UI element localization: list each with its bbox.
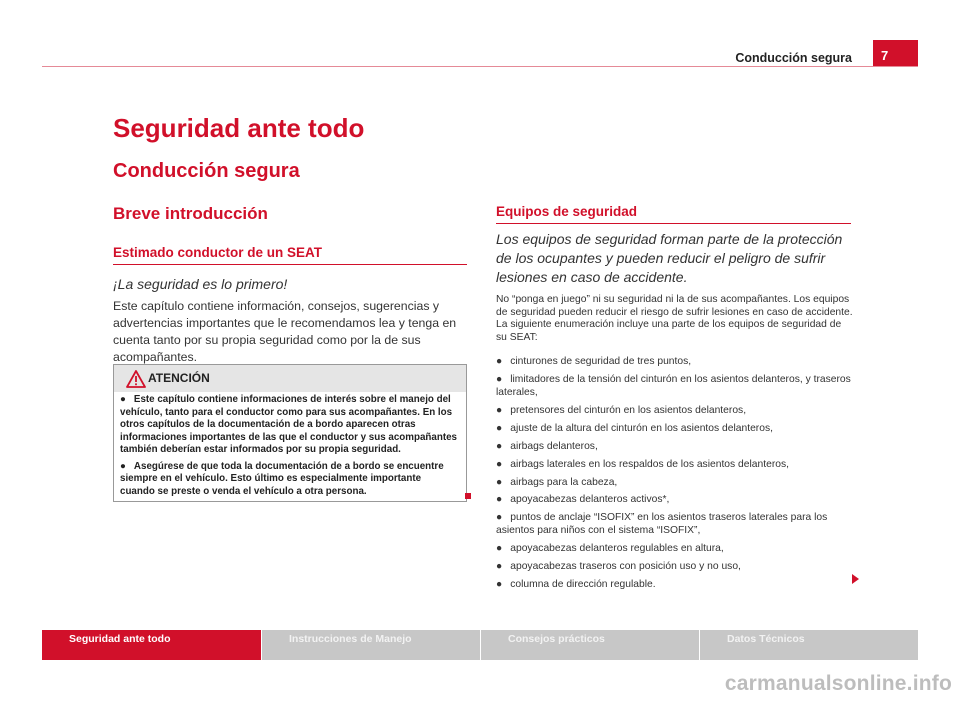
warning-body — [114, 392, 466, 498]
warning-header — [114, 365, 466, 392]
list-item-text: apoyacabezas delanteros activos*, — [510, 494, 670, 506]
list-item — [496, 459, 856, 472]
list-item — [496, 441, 856, 454]
end-of-section-marker — [465, 493, 471, 499]
bullet-icon: ● — [496, 458, 503, 470]
right-intro-text: Los equipos de seguridad forman parte de la protección de los ocupantes y pueden reducir el peligro de sufrir lesiones en caso de accidente. — [496, 231, 843, 285]
list-item — [496, 579, 856, 592]
tab-instrucciones-de-manejo[interactable]: Instrucciones de Manejo — [261, 630, 480, 660]
list-item — [496, 512, 856, 537]
warning-item — [120, 461, 458, 499]
bullet-icon: ● — [496, 476, 503, 488]
bullet-icon: ● — [496, 404, 503, 416]
bullet-icon: ● — [496, 356, 503, 367]
list-item-text: airbags laterales en los respaldos de los asientos delanteros, — [510, 458, 789, 470]
tab-consejos-practicos[interactable]: Consejos prácticos — [480, 630, 699, 660]
list-item — [496, 477, 856, 490]
list-item — [496, 405, 856, 418]
list-item-text: limitadores de la tensión del cinturón en los asientos delanteros, y traseros laterales, — [496, 373, 851, 398]
bullet-icon: ● — [120, 394, 126, 405]
list-item-text: airbags delanteros, — [510, 440, 598, 452]
bullet-icon: ● — [496, 512, 503, 524]
warning-item-text: Este capítulo contiene informaciones de interés sobre el manejo del vehículo, tanto para el conductor como para sus acompañantes. En los otros capítulos de la documentación de a bordo aparecen otras informaciones importantes de las que el conductor y sus acompañantes también deberían estar informados por su propia seguridad. — [120, 394, 457, 455]
list-item-text: cinturones de seguridad de tres puntos, — [510, 356, 692, 367]
warning-title: ATENCIÓN — [148, 371, 210, 385]
list-item — [496, 423, 856, 436]
list-item — [496, 561, 856, 574]
page-number-badge: 7 — [873, 40, 918, 67]
continue-arrow-icon — [852, 574, 859, 584]
list-item-text: ajuste de la altura del cinturón en los asientos delanteros, — [510, 422, 773, 434]
list-item — [496, 494, 856, 507]
tab-datos-tecnicos[interactable]: Datos Técnicos — [699, 630, 918, 660]
chapter-tab-bar — [42, 630, 918, 660]
warning-box — [113, 364, 467, 502]
subsection-heading: Breve introducción — [113, 204, 268, 223]
list-item-text: apoyacabezas delanteros regulables en altura, — [510, 543, 724, 555]
bullet-icon: ● — [120, 460, 126, 472]
header-divider — [42, 66, 918, 67]
list-item-text: apoyacabezas traseros con posición uso y no uso, — [510, 561, 741, 573]
right-section-title: Equipos de seguridad — [496, 204, 851, 224]
left-body-text: Este capítulo contiene información, consejos, sugerencias y advertencias importantes que le recomendamos lea y tenga en cuenta tanto por su propia seguridad como por la de sus acompañantes. — [113, 299, 457, 364]
bullet-icon: ● — [496, 543, 503, 555]
left-section-title: Estimado conductor de un SEAT — [113, 245, 467, 265]
list-item-text: columna de dirección regulable. — [510, 579, 656, 591]
warning-item-text: Asegúrese de que toda la documentación de a bordo se encuentre siempre en el vehículo. Esto último es especialmente importante cuando se preste o venda el vehículo a otra persona. — [120, 460, 444, 497]
bullet-icon: ● — [496, 561, 503, 573]
watermark: carmanualsonline.info — [724, 672, 952, 695]
bullet-icon: ● — [496, 494, 503, 506]
list-item-text: airbags para la cabeza, — [510, 476, 618, 488]
left-intro-text: ¡La seguridad es lo primero! — [113, 276, 288, 292]
warning-triangle-icon — [126, 370, 146, 388]
list-item — [496, 374, 856, 399]
list-item — [496, 356, 856, 369]
bullet-icon: ● — [496, 579, 503, 591]
running-header-title: Conducción segura — [735, 51, 852, 65]
bullet-icon: ● — [496, 440, 503, 452]
chapter-title: Seguridad ante todo — [113, 113, 365, 143]
list-item-text: puntos de anclaje “ISOFIX” en los asientos traseros laterales para los asientos para niños con el sistema “ISOFIX”, — [496, 512, 828, 537]
warning-item — [120, 394, 458, 457]
list-item-text: pretensores del cinturón en los asientos delanteros, — [510, 404, 747, 416]
section-heading: Conducción segura — [113, 160, 300, 182]
right-body-text: No “ponga en juego” ni su seguridad ni la de sus acompañantes. Los equipos de seguridad pueden reducir el riesgo de sufrir lesiones en caso de accidente. La siguiente enumeración incluye una parte de los equipos de seguridad de su SEAT: — [496, 294, 853, 343]
tab-seguridad-ante-todo[interactable]: Seguridad ante todo — [42, 630, 261, 660]
bullet-icon: ● — [496, 373, 503, 385]
list-item — [496, 543, 856, 556]
bullet-icon: ● — [496, 422, 503, 434]
safety-equipment-list — [496, 356, 856, 597]
